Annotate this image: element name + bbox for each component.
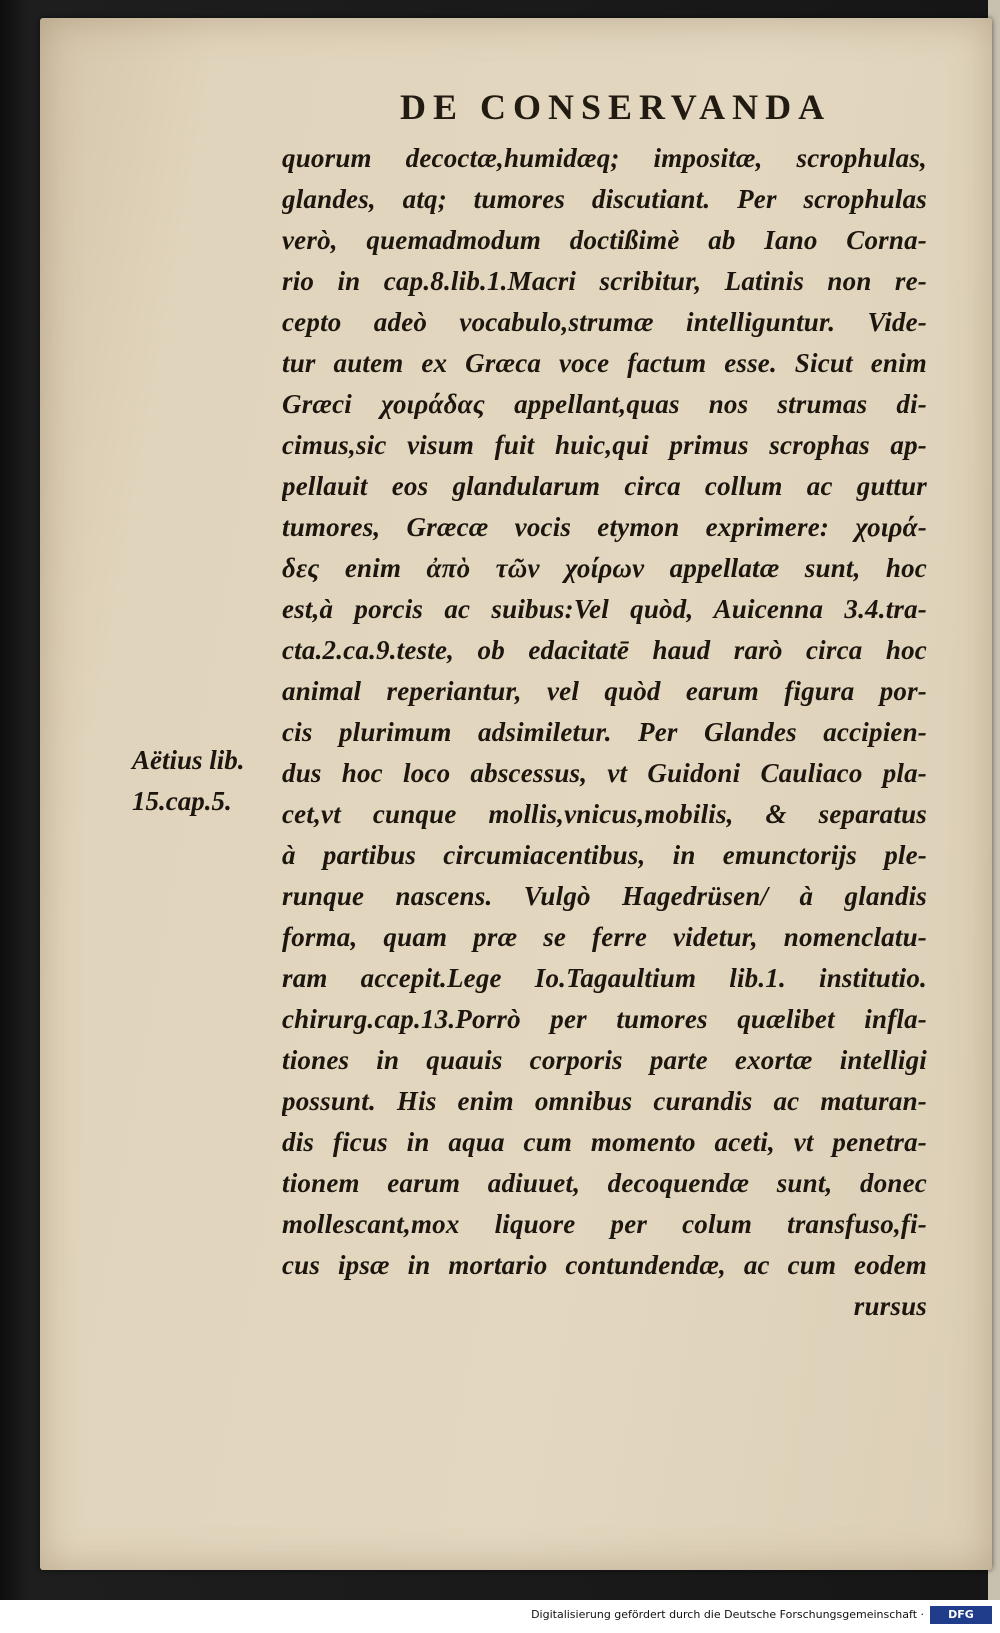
margin-note-line: 15.cap.5.	[132, 786, 232, 816]
running-head: DE CONSERVANDA	[400, 87, 832, 127]
text-line: Græci χοιράδας appellant,quas nos strumas di-	[282, 389, 927, 419]
text-line: forma, quam præ se ferre videtur, nomenclatu-	[282, 922, 927, 952]
text-line: verò, quemadmodum doctißimè ab Iano Corna-	[282, 225, 927, 255]
text-line: cepto adeò vocabulo,strumæ intelliguntur. Vide-	[282, 307, 927, 337]
text-line: cis plurimum adsimiletur. Per Glandes accipien-	[282, 717, 927, 747]
margin-note	[132, 740, 282, 822]
text-line: à partibus circumiacentibus, in emunctorijs ple-	[282, 840, 927, 870]
text-line: dus hoc loco abscessus, vt Guidoni Cauliaco pla-	[282, 758, 927, 788]
body-text	[282, 138, 927, 1368]
text-line: est,à porcis ac suibus:Vel quòd, Auicenna 3.4.tra-	[282, 594, 927, 624]
text-line: animal reperiantur, vel quòd earum figura por-	[282, 676, 927, 706]
text-line: dis ficus in aqua cum momento aceti, vt penetra-	[282, 1127, 927, 1157]
text-line: glandes, atq; tumores discutiant. Per scrophulas	[282, 184, 927, 214]
text-line: ram accepit.Lege Io.Tagaultium lib.1. institutio.	[282, 963, 927, 993]
text-line: runque nascens. Vulgò Hagedrüsen/ à glandis	[282, 881, 927, 911]
text-line: tiones in quauis corporis parte exortæ intelligi	[282, 1045, 927, 1075]
text-line: cus ipsæ in mortario contundendæ, ac cum eodem	[282, 1250, 927, 1280]
text-line: tur autem ex Græca voce factum esse. Sicut enim	[282, 348, 927, 378]
text-line: tumores, Græcæ vocis etymon exprimere: χοιρά-	[282, 512, 927, 542]
text-line: cimus,sic visum fuit huic,qui primus scrophas ap-	[282, 430, 927, 460]
dfg-logo-icon: DFG	[930, 1606, 992, 1624]
footer-credit: Digitalisierung gefördert durch die Deutsche Forschungsgemeinschaft ·	[531, 1608, 924, 1621]
digitization-footer	[0, 1600, 1000, 1633]
margin-note-line: Aëtius lib.	[132, 745, 245, 775]
catchword: rursus	[853, 1291, 927, 1321]
text-line: mollescant,mox liquore per colum transfuso,fi-	[282, 1209, 927, 1239]
text-line: cta.2.ca.9.teste, ob edacitatē haud rarò circa hoc	[282, 635, 927, 665]
text-line: quorum decoctæ,humidæq; impositæ, scrophulas,	[282, 143, 927, 173]
text-line: possunt. His enim omnibus curandis ac maturan-	[282, 1086, 927, 1116]
text-line: pellauit eos glandularum circa collum ac guttur	[282, 471, 927, 501]
text-line: tionem earum adiuuet, decoquendæ sunt, donec	[282, 1168, 927, 1198]
text-line: rio in cap.8.lib.1.Macri scribitur, Latinis non re-	[282, 266, 927, 296]
text-line: cet,vt cunque mollis,vnicus,mobilis, & separatus	[282, 799, 927, 829]
text-line: chirurg.cap.13.Porrò per tumores quælibet infla-	[282, 1004, 927, 1034]
text-line: δες enim ἀπὸ τῶν χοίρων appellatæ sunt, hoc	[282, 553, 927, 583]
